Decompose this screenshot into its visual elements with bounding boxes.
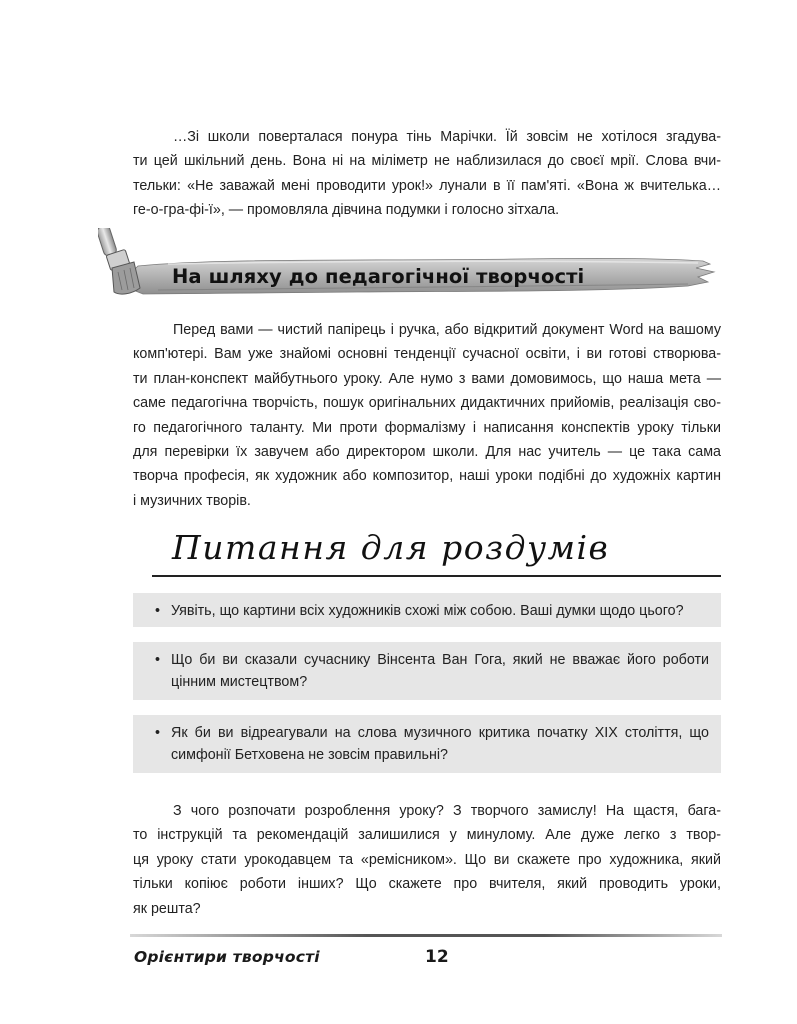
main-paragraph — [133, 318, 721, 513]
paragraph-line: творча професія, як художник або композитор, наші уроки подібні до художніх картин — [133, 468, 721, 485]
page-number: 12 — [425, 947, 449, 967]
paragraph-line: го педагогічного таланту. Ми проти формалізму і написання конспектів уроку тільки — [133, 419, 721, 436]
paragraph-line: ця уроку стати урокодавцем та «ремісником». Що ви скажете про художника, який — [133, 851, 721, 868]
section-banner — [98, 228, 720, 308]
paragraph-line: Перед вами — чистий папірець і ручка, або відкритий документ Word на вашому — [173, 322, 721, 338]
paragraph-line: …Зі школи поверталася понура тінь Марічки. Їй зовсім не хотілося згадува- — [173, 129, 721, 145]
question-line: Що би ви сказали сучаснику Вінсента Ван Гога, який не вважає його роботи — [171, 652, 709, 668]
paragraph-line: тельки: «Не заважай мені проводити урок!» лунали в її пам'яті. «Вона ж вчителька… — [133, 177, 721, 194]
reflection-title: Питання для роздумів — [172, 528, 610, 567]
paragraph-line: З чого розпочати розроблення уроку? З творчого замислу! На щастя, бага- — [173, 803, 721, 819]
bullet-icon: • — [155, 652, 161, 668]
question-line: Як би ви відреагували на слова музичного критика початку XIX століття, що — [171, 725, 709, 741]
intro-paragraph — [133, 125, 721, 223]
paragraph-line: і музичних творів. — [133, 492, 251, 509]
paragraph-line: тільки копіює роботи інших? Що скажете про вчителя, який проводить уроки, — [133, 876, 721, 893]
question-line: цінним мистецтвом? — [171, 674, 308, 690]
paragraph-line: ге-о-гра-фі-ї», — промовляла дівчина подумки і голосно зітхала. — [133, 202, 560, 219]
paragraph-line: для перевірки їх завучем або директором школи. Для нас учитель — це така сама — [133, 444, 721, 461]
paragraph-line: ти цей шкільний день. Вона ні на міліметр не наблизилася до своєї мрії. Слова вчи- — [133, 153, 721, 170]
closing-paragraph — [133, 799, 721, 921]
paragraph-line: саме педагогічна творчість, пошук оригінальних дидактичних прийомів, реалізація сво- — [133, 395, 721, 412]
question-line: Уявіть, що картини всіх художників схожі між собою. Ваші думки щодо цього? — [171, 603, 684, 619]
paragraph-line: ти план-конспект майбутнього уроку. Але нумо з вами домовимось, що наша мета — — [133, 370, 721, 387]
bullet-icon: • — [155, 725, 161, 741]
question-box — [133, 715, 721, 773]
paragraph-line: комп'ютері. Вам уже знайомі основні тенденції сучасної освіти, і ви готові створюва- — [133, 346, 721, 363]
footer-divider — [130, 934, 722, 937]
reflection-divider — [152, 575, 721, 577]
footer-book-title: Орієнтири творчості — [134, 948, 320, 966]
brush-icon — [98, 228, 140, 294]
section-title: На шляху до педагогічної творчості — [172, 265, 585, 288]
question-box — [133, 593, 721, 627]
question-line: симфонії Бетховена не зовсім правильні? — [171, 747, 449, 763]
paragraph-line: як решта? — [133, 900, 201, 917]
question-box — [133, 642, 721, 700]
bullet-icon: • — [155, 603, 161, 619]
paragraph-line: то інструкцій та рекомендацій залишилися у минулому. Але дуже легко з твор- — [133, 827, 721, 844]
